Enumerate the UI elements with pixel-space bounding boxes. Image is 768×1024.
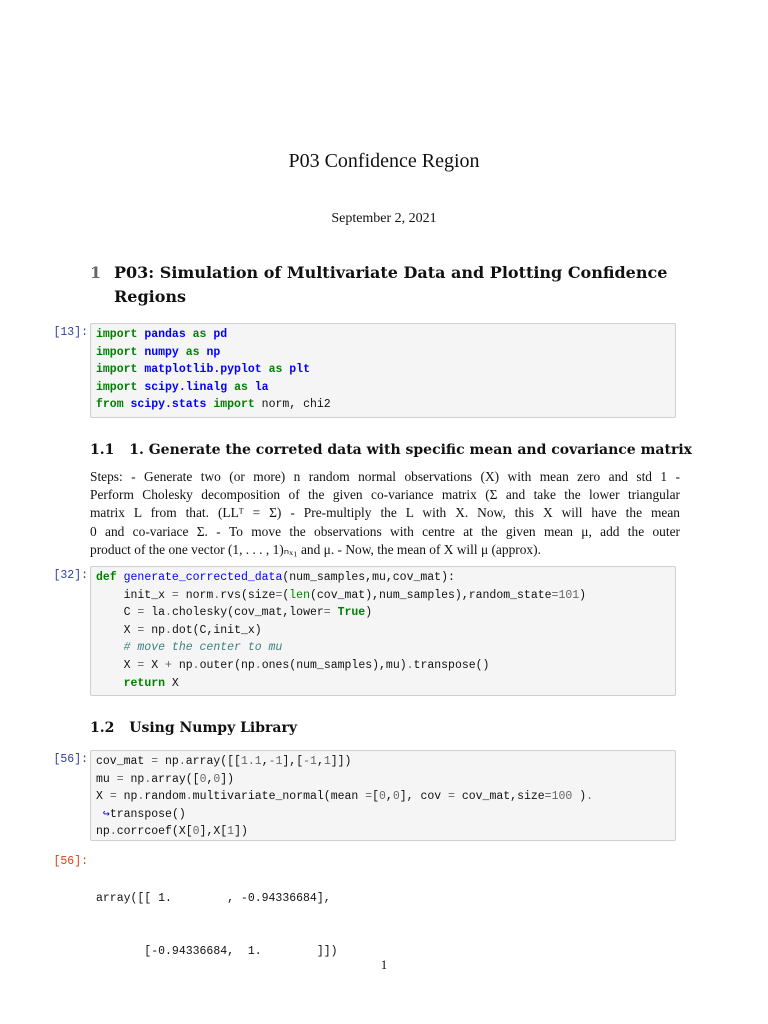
code-token: ) bbox=[365, 606, 373, 620]
document-title: P03 Confidence Region bbox=[288, 150, 480, 172]
page-number: 1 bbox=[380, 957, 388, 972]
code-token: True bbox=[337, 606, 366, 620]
code-token: = bbox=[551, 588, 559, 602]
subsection-title: Using Numpy Library bbox=[129, 720, 297, 736]
code-token: matplotlib.pyplot bbox=[144, 363, 262, 377]
code-token: . bbox=[137, 790, 145, 804]
code-token: transpose() bbox=[109, 807, 186, 821]
code-token: -1 bbox=[268, 755, 283, 768]
code-token: ) bbox=[579, 588, 587, 602]
code-line bbox=[96, 657, 670, 675]
code-token: . bbox=[192, 658, 200, 672]
code-token: X bbox=[165, 676, 179, 690]
code-token: 100 bbox=[551, 790, 573, 804]
code-line bbox=[96, 379, 670, 397]
document-date: September 2, 2021 bbox=[331, 211, 437, 226]
steps-paragraph bbox=[90, 468, 680, 559]
code-token: X bbox=[144, 658, 166, 672]
input-prompt: [13]: bbox=[53, 326, 88, 339]
code-token: corrcoef(X[ bbox=[116, 825, 193, 839]
code-token: init_x bbox=[96, 588, 172, 602]
code-token bbox=[124, 398, 131, 411]
code-token: random bbox=[144, 790, 186, 804]
code-token: ],[ bbox=[282, 755, 304, 768]
code-token bbox=[117, 571, 124, 584]
code-cell-function[interactable] bbox=[90, 566, 676, 696]
code-line bbox=[96, 753, 670, 771]
code-token: return bbox=[123, 676, 166, 690]
output-prompt: [56]: bbox=[53, 855, 88, 868]
code-token: . bbox=[144, 772, 152, 786]
code-token: as bbox=[185, 345, 200, 359]
code-token: numpy bbox=[144, 345, 179, 359]
code-token: rvs(size bbox=[220, 588, 276, 602]
code-line bbox=[96, 771, 670, 789]
code-token: . bbox=[185, 790, 193, 804]
code-token: la bbox=[254, 380, 269, 394]
code-token: . bbox=[254, 658, 262, 672]
code-token: C bbox=[96, 606, 138, 620]
code-token: 1 bbox=[323, 755, 331, 768]
code-token: 1.1 bbox=[240, 755, 262, 768]
code-token: dot(C,init_x) bbox=[171, 623, 262, 637]
code-token: = bbox=[365, 790, 373, 804]
subsection-number: 1.2 bbox=[90, 720, 115, 736]
code-cell-imports[interactable] bbox=[90, 323, 676, 418]
code-token: . bbox=[213, 588, 221, 602]
code-block bbox=[96, 326, 670, 414]
paragraph-line: matrix L from that. (LLᵀ = Σ) - Pre-multiply the L with X. Now, this X will have the mean bbox=[90, 505, 680, 521]
code-line bbox=[96, 326, 670, 344]
code-token: transpose() bbox=[413, 658, 490, 672]
code-line bbox=[96, 361, 670, 379]
paragraph-line: 0 and co-variace Σ. - To move the observations with centre at the given mean μ, add the outer bbox=[90, 523, 680, 539]
code-token: = bbox=[109, 790, 117, 804]
code-token: . bbox=[165, 606, 172, 620]
subsection-title: 1. Generate the correted data with specific mean and covariance matrix bbox=[129, 442, 692, 458]
code-token: . bbox=[165, 623, 172, 637]
code-token: 0 bbox=[192, 825, 200, 839]
code-line bbox=[96, 622, 670, 640]
code-token: (num_samples,mu,cov_mat): bbox=[282, 571, 455, 584]
code-token bbox=[96, 677, 124, 690]
code-token: , bbox=[316, 755, 324, 768]
code-token: scipy.linalg bbox=[144, 380, 228, 394]
code-token: generate_corrected_data bbox=[123, 571, 283, 584]
code-token: , bbox=[261, 755, 269, 768]
code-token bbox=[186, 328, 193, 341]
code-token: = bbox=[137, 606, 145, 620]
code-token: ], cov bbox=[399, 790, 449, 804]
code-token: + bbox=[165, 658, 172, 672]
code-token: # move the center to mu bbox=[96, 641, 283, 655]
code-token: = bbox=[137, 623, 145, 637]
input-prompt: [56]: bbox=[53, 753, 88, 766]
subsection-heading bbox=[90, 720, 297, 736]
subsection-heading bbox=[90, 442, 692, 458]
code-line bbox=[96, 396, 670, 414]
code-token: ]) bbox=[234, 825, 248, 839]
code-token: , bbox=[385, 790, 393, 804]
code-token: as bbox=[268, 363, 283, 377]
code-token: ]]) bbox=[330, 755, 352, 768]
code-token: 0 bbox=[199, 772, 207, 786]
code-token: norm bbox=[178, 588, 214, 602]
code-token: X bbox=[96, 790, 110, 804]
code-token: np bbox=[206, 345, 221, 359]
code-token: multivariate_normal(mean bbox=[192, 790, 366, 804]
input-prompt: [32]: bbox=[53, 569, 88, 582]
code-token: np bbox=[116, 790, 138, 804]
code-token: pd bbox=[213, 328, 228, 341]
code-token: import bbox=[96, 380, 138, 394]
code-token: la bbox=[144, 606, 166, 620]
code-token: np bbox=[123, 772, 145, 786]
paragraph-line: product of the one vector (1, . . . , 1)ₙₓ₁ and μ. - Now, the mean of X will μ (approx). bbox=[90, 541, 541, 557]
code-token: = bbox=[448, 790, 455, 804]
code-token: np bbox=[158, 755, 179, 768]
code-token: 101 bbox=[558, 588, 580, 602]
code-token: = bbox=[116, 772, 124, 786]
code-token: import bbox=[213, 398, 255, 412]
code-token: import bbox=[96, 328, 138, 341]
code-line bbox=[96, 587, 670, 605]
code-token: = bbox=[275, 588, 283, 602]
code-token: as bbox=[234, 380, 248, 394]
code-line bbox=[96, 788, 670, 806]
code-token: outer(np bbox=[199, 658, 255, 672]
code-token: as bbox=[192, 328, 207, 341]
code-line bbox=[96, 639, 670, 657]
code-token: np bbox=[144, 623, 166, 637]
code-token: . bbox=[178, 755, 186, 768]
code-token bbox=[248, 381, 255, 394]
code-token: ],X[ bbox=[199, 825, 228, 839]
code-token: plt bbox=[289, 363, 310, 377]
code-line bbox=[96, 806, 670, 824]
section-heading bbox=[90, 261, 690, 309]
code-token: X bbox=[96, 623, 138, 637]
code-token: np bbox=[96, 825, 110, 839]
code-token: X bbox=[96, 658, 138, 672]
code-token: = bbox=[171, 588, 179, 602]
paragraph-line: Steps: - Generate two (or more) n random normal observations (X) with mean zero and std 1 - bbox=[90, 469, 680, 484]
code-token: = bbox=[323, 606, 331, 620]
code-token: = bbox=[544, 790, 552, 804]
output-line: [-0.94336684, 1. ]]) bbox=[96, 944, 338, 958]
code-token: pandas bbox=[144, 328, 186, 341]
paragraph-line: Perform Cholesky decomposition of the given co-variance matrix (Σ and take the lower triangular bbox=[90, 487, 680, 503]
code-token: , bbox=[206, 772, 214, 786]
code-block bbox=[96, 753, 670, 841]
code-line bbox=[96, 569, 670, 587]
code-token: 0 bbox=[213, 772, 221, 786]
output-line: array([[ 1. , -0.94336684], bbox=[96, 892, 331, 906]
code-token: ]) bbox=[220, 772, 235, 786]
code-token: np bbox=[171, 658, 193, 672]
code-line bbox=[96, 675, 670, 693]
code-token: mu bbox=[96, 772, 117, 786]
code-token: (cov_mat),num_samples),random_state bbox=[310, 588, 552, 602]
code-token: 0 bbox=[379, 790, 386, 804]
code-token bbox=[331, 606, 338, 619]
code-token: ones(num_samples),mu) bbox=[261, 658, 407, 672]
code-token: . bbox=[586, 790, 594, 804]
code-token: = bbox=[137, 658, 145, 672]
code-token: array([ bbox=[151, 772, 200, 786]
code-token: cov_mat bbox=[96, 755, 152, 768]
code-token: len bbox=[289, 588, 310, 602]
code-token: -1 bbox=[303, 755, 317, 768]
code-line bbox=[96, 344, 670, 362]
section-title-line2: Regions bbox=[114, 287, 187, 306]
code-token: import bbox=[96, 363, 138, 377]
code-token bbox=[179, 346, 186, 359]
code-token: cov_mat,size bbox=[454, 790, 545, 804]
code-token: def bbox=[96, 571, 117, 584]
section-number: 1 bbox=[90, 263, 102, 282]
code-token: . bbox=[109, 825, 117, 839]
code-token: 1 bbox=[227, 825, 235, 839]
code-token: ( bbox=[282, 588, 290, 602]
code-token: from bbox=[96, 398, 124, 412]
code-token: norm, chi2 bbox=[254, 398, 331, 412]
code-token: = bbox=[151, 755, 159, 768]
code-token: ) bbox=[572, 790, 587, 804]
code-token: import bbox=[96, 345, 138, 359]
subsection-number: 1.1 bbox=[90, 442, 115, 458]
code-token: . bbox=[406, 658, 414, 672]
code-block bbox=[96, 569, 670, 692]
section-title-line1: P03: Simulation of Multivariate Data and Plotting Confidence bbox=[114, 263, 668, 282]
code-token: [ bbox=[372, 790, 380, 804]
code-line bbox=[96, 823, 670, 841]
code-cell-numpy[interactable] bbox=[90, 750, 676, 841]
code-token: array([[ bbox=[185, 755, 241, 768]
code-token: scipy.stats bbox=[130, 398, 207, 412]
code-token: ↪ bbox=[96, 807, 110, 821]
code-token: cholesky(cov_mat,lower bbox=[171, 606, 324, 620]
code-token bbox=[262, 363, 269, 376]
code-line bbox=[96, 604, 670, 622]
code-token: 0 bbox=[392, 790, 400, 804]
